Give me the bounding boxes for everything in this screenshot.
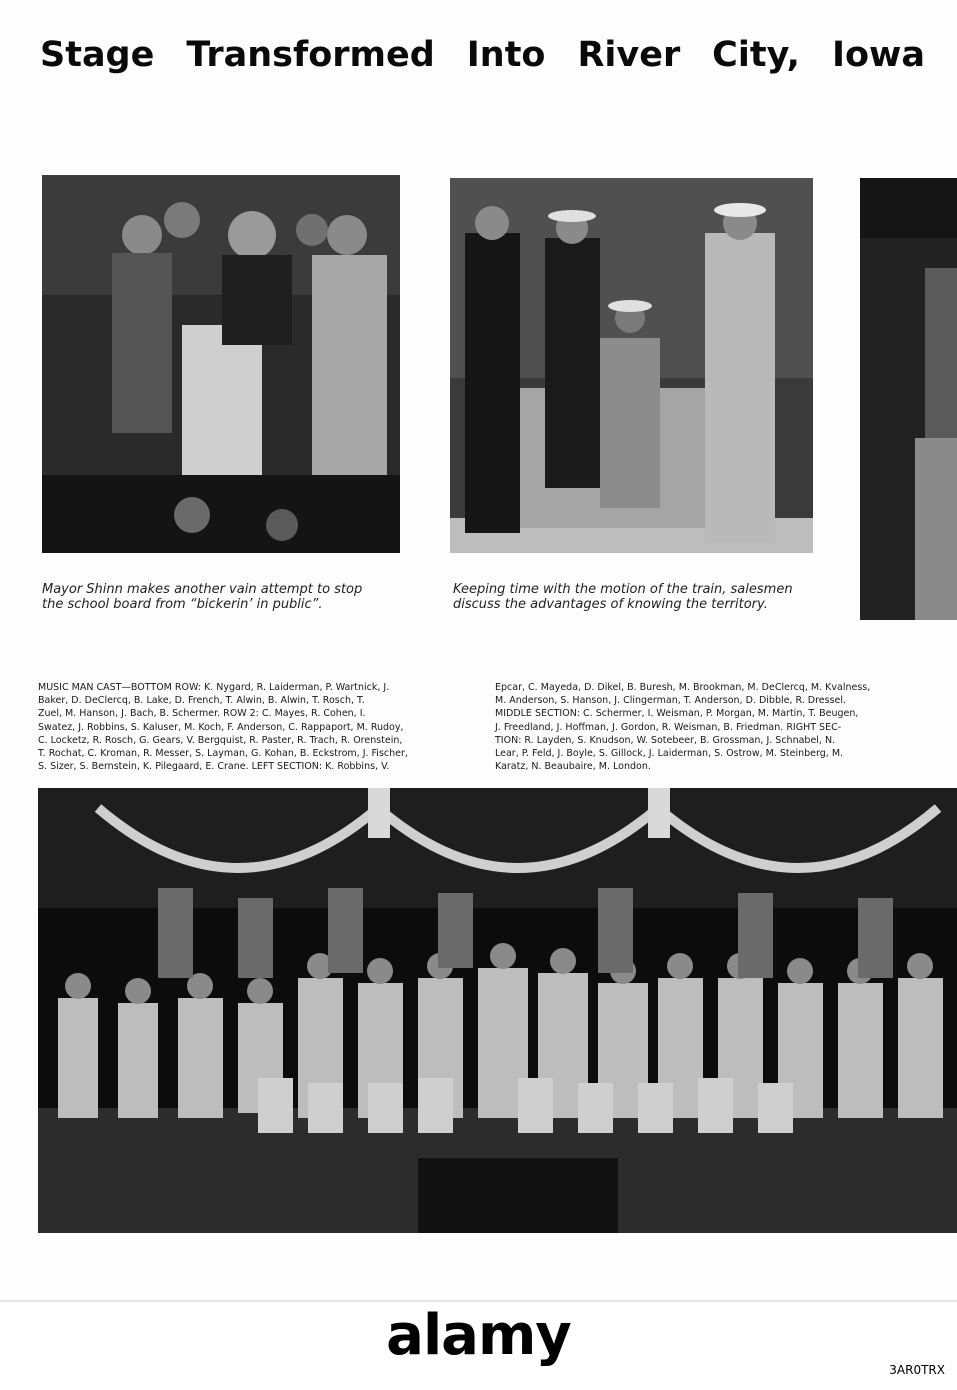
cast-line: S. Sizer, S. Bernstein, K. Pilegaard, E. Crane. LEFT SECTION: K. Robbins, V. [38,761,390,773]
photo-music-man-cast [38,788,957,1233]
photo-train-salesmen [450,178,813,553]
caption-mayor-shinn [42,582,402,612]
cast-list-right [495,681,920,773]
alamy-logo: alamy [386,1303,571,1368]
caption-line: Keeping time with the motion of the train, salesmen [453,582,793,597]
cast-line: T. Rochat, C. Kroman, R. Messer, S. Layman, G. Kohan, B. Eckstrom, J. Fischer, [38,748,408,760]
cast-line: Lear, P. Feld, J. Boyle, S. Gillock, J. Laiderman, S. Ostrow, M. Steinberg, M. [495,748,844,760]
cast-line: Zuel, M. Hanson, J. Bach, B. Schermer. ROW 2: C. Mayes, R. Cohen, I. [38,708,366,720]
headline-word: Transformed [186,35,435,75]
headline-word: Into [466,35,546,75]
caption-line: discuss the advantages of knowing the territory. [453,597,768,612]
cast-line: Karatz, N. Beaubaire, M. London. [495,761,651,773]
headline-word: City, [712,35,800,75]
headline-word: River [577,35,681,75]
cast-line: J. Freedland, J. Hoffman, J. Gordon, R. Weisman, B. Friedman. RIGHT SEC- [495,721,842,733]
photo-mayor-shinn [42,175,400,553]
cast-line: M. Anderson, S. Hanson, J. Clingerman, T. Anderson, D. Dibble, R. Dressel. [495,695,847,707]
caption-line: Mayor Shinn makes another vain attempt to stop [42,582,363,597]
headline-word: Stage [40,35,155,75]
cast-line: MIDDLE SECTION: C. Schermer, I. Weisman, P. Morgan, M. Martin, T. Beugen, [495,708,859,720]
page-headline [40,30,925,80]
caption-line: the school board from “bickerin’ in public”. [42,597,323,612]
photo-partial-plaid [860,178,957,620]
caption-train-salesmen [453,582,823,612]
footer-divider [0,1300,957,1302]
cast-line: TION: R. Layden, S. Knudson, W. Sotebeer, B. Grossman, J. Schnabel, N. [495,734,836,746]
cast-line: C. Locketz, R. Rosch, G. Gears, V. Bergquist, R. Paster, R. Trach, R. Orenstein, [38,734,403,746]
cast-line: Swatez, J. Robbins, S. Kaluser, M. Koch, F. Anderson, C. Rappaport, M. Rudoy, [38,721,404,733]
cast-line: Baker, D. DeClercq, B. Lake, D. French, T. Alwin, B. Alwin, T. Rosch, T. [38,695,365,707]
cast-line: Epcar, C. Mayeda, D. Dikel, B. Buresh, M. Brookman, M. DeClercq, M. Kvalness, [495,682,871,693]
cast-list-left [38,681,450,773]
headline-word: Iowa [831,35,925,75]
stock-image-id: 3AR0TRX [889,1363,945,1377]
cast-line: MUSIC MAN CAST—BOTTOM ROW: K. Nygard, R. Laiderman, P. Wartnick, J. [38,682,390,693]
